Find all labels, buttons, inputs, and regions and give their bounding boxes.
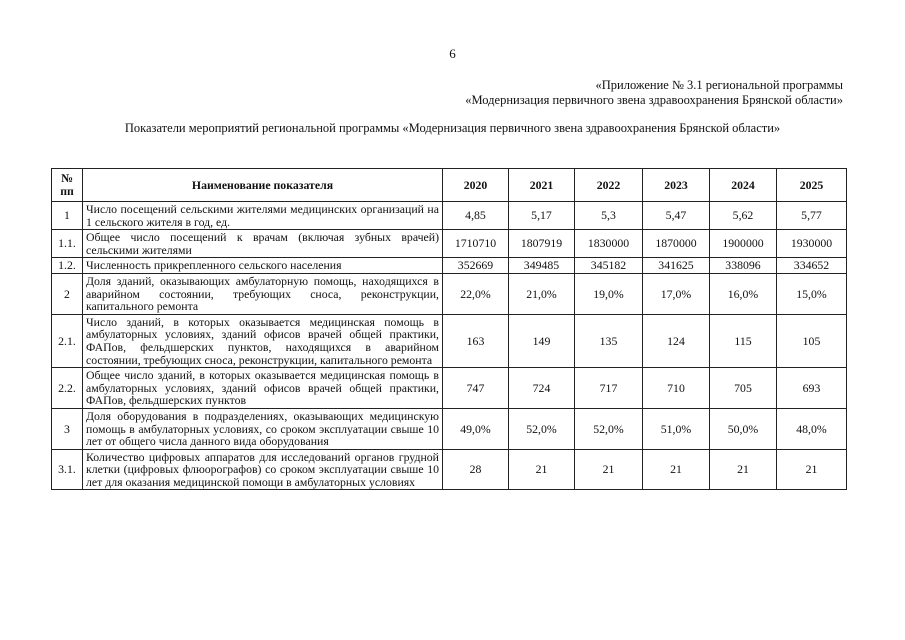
- value-cell: 135: [575, 314, 643, 367]
- header-year: 2025: [777, 169, 847, 202]
- table-row: [52, 368, 847, 409]
- value-cell: 48,0%: [777, 408, 847, 449]
- header-number: [52, 169, 83, 202]
- value-cell: 5,47: [643, 202, 710, 230]
- value-cell: 1870000: [643, 230, 710, 258]
- value-cell: 5,62: [710, 202, 777, 230]
- header-year: 2022: [575, 169, 643, 202]
- value-cell: 1807919: [509, 230, 575, 258]
- value-cell: 1830000: [575, 230, 643, 258]
- indicator-name: Доля оборудования в подразделениях, оказывающих медицинскую помощь в амбулаторных условиях, со сроком эксплуатации свыше 10 лет от общего числа данного вида оборудования: [83, 408, 443, 449]
- indicator-name: Число посещений сельскими жителями медицинских организаций на 1 сельского жителя в год, ед.: [83, 202, 443, 230]
- value-cell: 21: [575, 449, 643, 490]
- value-cell: 21: [509, 449, 575, 490]
- value-cell: 747: [443, 368, 509, 409]
- row-number: 3.1.: [52, 449, 83, 490]
- row-number: 2.1.: [52, 314, 83, 367]
- value-cell: 28: [443, 449, 509, 490]
- header-number-line1: №: [61, 171, 73, 186]
- header-year: 2021: [509, 169, 575, 202]
- header-year: 2020: [443, 169, 509, 202]
- value-cell: 21: [710, 449, 777, 490]
- indicator-name: Общее число зданий, в которых оказывается медицинская помощь в амбулаторных условиях, зданий офисов врачей общей практики, ФАПов, фельдшерских пунктов: [83, 368, 443, 409]
- indicator-name: Количество цифровых аппаратов для исследований органов грудной клетки (цифровых флюорографов) со сроком эксплуатации свыше 10 лет для оказания медицинской помощи в амбулаторных условиях: [83, 449, 443, 490]
- value-cell: 124: [643, 314, 710, 367]
- value-cell: 5,3: [575, 202, 643, 230]
- table-row: [52, 408, 847, 449]
- value-cell: 21,0%: [509, 273, 575, 314]
- header-year: 2023: [643, 169, 710, 202]
- value-cell: 15,0%: [777, 273, 847, 314]
- table-row: [52, 230, 847, 258]
- value-cell: 50,0%: [710, 408, 777, 449]
- row-number: 1.1.: [52, 230, 83, 258]
- value-cell: 349485: [509, 258, 575, 274]
- value-cell: 5,17: [509, 202, 575, 230]
- value-cell: 352669: [443, 258, 509, 274]
- value-cell: 51,0%: [643, 408, 710, 449]
- value-cell: 717: [575, 368, 643, 409]
- value-cell: 163: [443, 314, 509, 367]
- value-cell: 149: [509, 314, 575, 367]
- header-number-line2: пп: [60, 184, 74, 198]
- indicator-name: Общее число посещений к врачам (включая зубных врачей) сельскими жителями: [83, 230, 443, 258]
- value-cell: 705: [710, 368, 777, 409]
- value-cell: 724: [509, 368, 575, 409]
- value-cell: 105: [777, 314, 847, 367]
- table-header-row: [52, 169, 847, 202]
- document-title: Показатели мероприятий региональной программы «Модернизация первичного звена здравоохранения Брянской области»: [124, 121, 781, 135]
- value-cell: 1900000: [710, 230, 777, 258]
- value-cell: 710: [643, 368, 710, 409]
- value-cell: 21: [777, 449, 847, 490]
- table-row: [52, 273, 847, 314]
- value-cell: 4,85: [443, 202, 509, 230]
- value-cell: 345182: [575, 258, 643, 274]
- value-cell: 1930000: [777, 230, 847, 258]
- row-number: 2.2.: [52, 368, 83, 409]
- page-number: 6: [449, 46, 456, 61]
- row-number: 2: [52, 273, 83, 314]
- value-cell: 49,0%: [443, 408, 509, 449]
- value-cell: 115: [710, 314, 777, 367]
- value-cell: 16,0%: [710, 273, 777, 314]
- header-year: 2024: [710, 169, 777, 202]
- indicators-table: [51, 168, 847, 490]
- appendix-line-1: «Приложение № 3.1 региональной программы: [595, 78, 843, 92]
- value-cell: 693: [777, 368, 847, 409]
- table-row: [52, 258, 847, 274]
- row-number: 1.2.: [52, 258, 83, 274]
- table-row: [52, 314, 847, 367]
- row-number: 3: [52, 408, 83, 449]
- value-cell: 1710710: [443, 230, 509, 258]
- appendix-note: [465, 78, 843, 108]
- header-indicator-name: Наименование показателя: [83, 169, 443, 202]
- value-cell: 5,77: [777, 202, 847, 230]
- value-cell: 22,0%: [443, 273, 509, 314]
- indicator-name: Доля зданий, оказывающих амбулаторную помощь, находящихся в аварийном состоянии, требующих сноса, реконструкции, капитального ремонта: [83, 273, 443, 314]
- table-row: [52, 202, 847, 230]
- row-number: 1: [52, 202, 83, 230]
- table-row: [52, 449, 847, 490]
- value-cell: 21: [643, 449, 710, 490]
- value-cell: 341625: [643, 258, 710, 274]
- value-cell: 52,0%: [509, 408, 575, 449]
- indicator-name: Число зданий, в которых оказывается медицинская помощь в амбулаторных условиях, зданий офисов врачей общей практики, ФАПов, фельдшерских пунктов, находящихся в аварийном состоянии, требующих сноса, реконструкции, капитального ремонта: [83, 314, 443, 367]
- value-cell: 338096: [710, 258, 777, 274]
- value-cell: 52,0%: [575, 408, 643, 449]
- value-cell: 334652: [777, 258, 847, 274]
- value-cell: 19,0%: [575, 273, 643, 314]
- value-cell: 17,0%: [643, 273, 710, 314]
- indicator-name: Численность прикрепленного сельского населения: [83, 258, 443, 274]
- appendix-line-2: «Модернизация первичного звена здравоохранения Брянской области»: [465, 93, 843, 107]
